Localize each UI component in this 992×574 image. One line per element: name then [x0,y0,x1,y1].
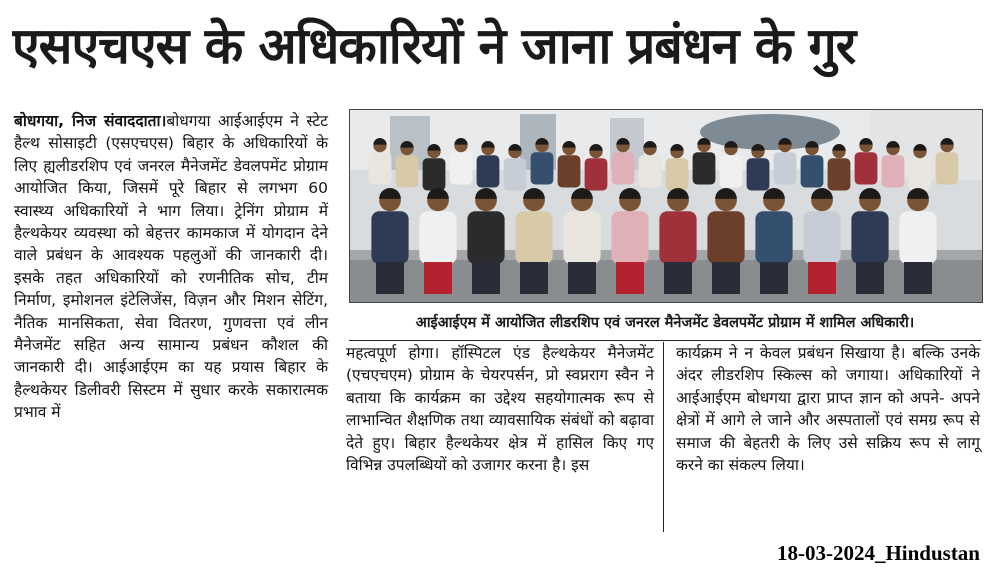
photo-person-front-legs-2 [424,262,452,294]
source-line: 18-03-2024_Hindustan [776,541,980,565]
photo-person-front-legs-3 [472,262,500,294]
article-column-2: महत्वपूर्ण होगा। हॉस्पिटल एंड हैल्थकेयर मैनेजमेंट (एचएचएम) प्रोग्राम के चेयरपर्सन, प्रो स्वप्नराग स्वैन ने बताया कि कार्यक्रम का उद्देश्य सहयोगात्मक रूप से लाभान्वित शैक्षणिक तथा व्यावसायिक संबंधों को बढ़ावा देते हुए। बिहार हैल्थकेयर क्षेत्र में हासिल किए गए विभिन्न उपलब्धियों को उजागर करना है। इस [346,344,654,475]
photo-person-front-legs-12 [904,262,932,294]
photo-person-front-legs-5 [568,262,596,294]
dateline: बोधगया, निज संवाददाता। [14,112,167,130]
photo-person-front-legs-4 [520,262,548,294]
column-1-text: बोधगया आईआईएम ने स्टेट हैल्थ सोसाइटी (एसएचएस) बिहार के अधिकारियों के लिए ह्यलीडरशिप एवं जनरल मैनेजमेंट डेवलपमेंट प्रोग्राम आयोजित किया, जिसमें पूरे बिहार से लगभग 60 स्वास्थ्य अधिकारियों ने भाग लिया। ट्रेनिंग प्रोग्राम में हैल्थकेयर व्यवस्था को बेहत्तर कामकाज में योगदान देने वाले प्रबंधन के आवश्यक पहलुओं की जानकारी दी। इसके तहत अधिकारियों को रणनीतिक सोच, टीम निर्माण, इमोशनल इंटेलिजेंस, विज़न और मिशन सेटिंग, नैतिक मानसिकता, सेवा वितरण, गुणवत्ता एवं लीन मैनेजमेंट सहित अन्य सामान्य प्रबंधन कौशल की जानकारी दी। आईआईएम का यह प्रयास बिहार के हैल्थकेयर डिलीवरी सिस्टम में सुधार करके सकारात्मक प्रभाव में [14,112,328,422]
photo-person-front-legs-6 [616,262,644,294]
article-column-3: कार्यक्रम ने न केवल प्रबंधन सिखाया है। बल्कि उनके अंदर लीडरशिप स्किल्स को जगाया। अधिकारियों ने आईआईएम बोधगया द्वारा प्राप्त ज्ञान को अपने- अपने क्षेत्रों में आगे ले जाने और अस्पतालों एवं समग्र रूप से समाज की बेहतरी के लिए उसे सक्रिय रूप से लागू करने का संकल्प लिया। [676,344,980,475]
column-divider [663,342,664,532]
photo-person-front-legs-9 [760,262,788,294]
group-photo-illustration [350,110,982,302]
caption-bottom-rule [349,340,981,341]
group-photo [349,109,983,303]
photo-caption: आईआईएम में आयोजित लीडरशिप एवं जनरल मैनेजमेंट डेवलपमेंट प्रोग्राम में शामिल अधिकारी। [415,315,915,331]
photo-person-front-legs-1 [376,262,404,294]
article-column-1 [14,110,328,424]
photo-person-front-legs-10 [808,262,836,294]
photo-person-front-legs-8 [712,262,740,294]
headline: एसएचएस के अधिकारियों ने जाना प्रबंधन के गुर [12,17,856,75]
photo-person-front-legs-11 [856,262,884,294]
photo-person-front-legs-7 [664,262,692,294]
